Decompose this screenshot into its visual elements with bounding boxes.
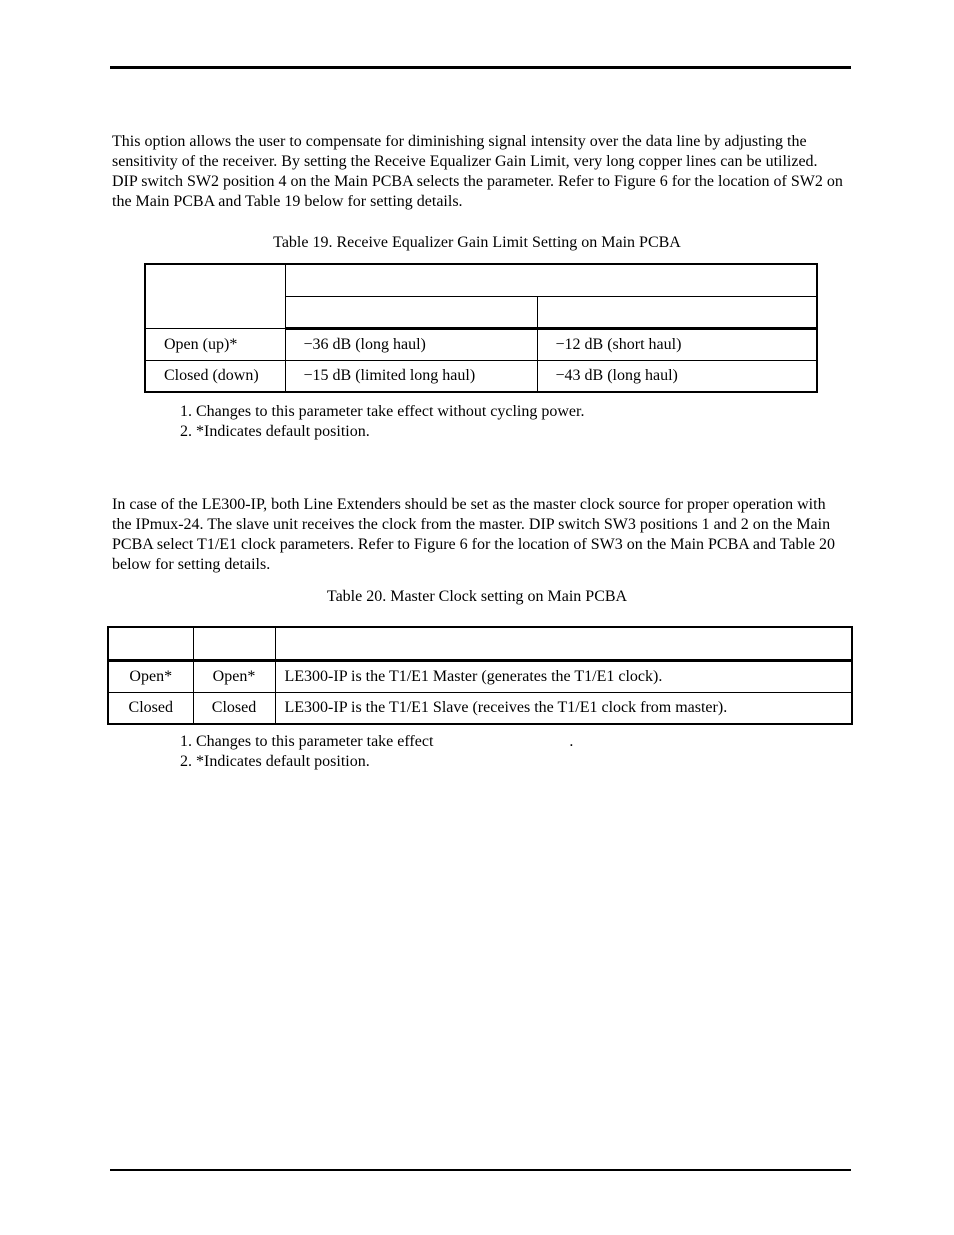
master-clock-table: [107, 626, 853, 725]
table-row: [108, 661, 852, 693]
table-20-notes: [180, 732, 573, 772]
table-row: [145, 361, 817, 393]
switch-position-cell: Closed: [193, 693, 275, 725]
note-item: 2. *Indicates default position.: [180, 423, 370, 440]
table-19-caption: Table 19. Receive Equalizer Gain Limit Setting on Main PCBA: [273, 234, 681, 251]
gain-value-cell: −15 dB (limited long haul): [285, 361, 537, 393]
receive-equalizer-paragraph: This option allows the user to compensate for diminishing signal intensity over the data line by adjusting the sensitivity of the receiver. By setting the Receive Equalizer Gain Limit, very long copper lines can be utilized. DIP switch SW2 position 4 on the Main PCBA selects the parameter. Refer to Figure 6 for the location of SW2 on the Main PCBA and Table 19 below for setting details.: [112, 133, 843, 210]
gain-value-cell: −43 dB (long haul): [537, 361, 817, 393]
table-header-cell: [285, 297, 537, 329]
table-19-notes: [180, 402, 584, 442]
switch-position-cell: Closed (down): [145, 361, 285, 393]
switch-position-cell: Closed: [108, 693, 193, 725]
switch-position-cell: Open*: [108, 661, 193, 693]
gain-value-cell: −36 dB (long haul): [285, 329, 537, 361]
table-header-cell: [275, 627, 852, 661]
table-row: [108, 693, 852, 725]
note-item: [180, 732, 573, 752]
table-header-cell: [285, 264, 817, 297]
table-20-caption: Table 20. Master Clock setting on Main PCBA: [326, 588, 628, 605]
receive-equalizer-table: [144, 263, 818, 393]
table-header-cell: [108, 627, 193, 661]
table-row: [145, 329, 817, 361]
table-header-cell: [193, 627, 275, 661]
gain-value-cell: −12 dB (short haul): [537, 329, 817, 361]
header-rule: [110, 66, 851, 69]
clock-description-cell: LE300-IP is the T1/E1 Slave (receives the T1/E1 clock from master).: [275, 693, 852, 725]
clock-description-cell: LE300-IP is the T1/E1 Master (generates the T1/E1 clock).: [275, 661, 852, 693]
switch-position-cell: Open (up)*: [145, 329, 285, 361]
note-item: 2. *Indicates default position.: [180, 753, 370, 770]
note-item: 1. Changes to this parameter take effect without cycling power.: [180, 403, 585, 420]
table-header-cell: [145, 264, 285, 329]
master-clock-paragraph: In case of the LE300-IP, both Line Extenders should be set as the master clock source for proper operation with the IPmux-24. The slave unit receives the clock from the master. DIP switch SW3 positions 1 and 2 on the Main PCBA select T1/E1 clock parameters. Refer to Figure 6 for the location of SW3 on the Main PCBA and Table 20 below for setting details.: [112, 496, 836, 573]
switch-position-cell: Open*: [193, 661, 275, 693]
note-end: .: [569, 733, 574, 750]
note-text: 1. Changes to this parameter take effect: [180, 733, 434, 750]
footer-rule: [110, 1169, 851, 1171]
table-header-cell: [537, 297, 817, 329]
